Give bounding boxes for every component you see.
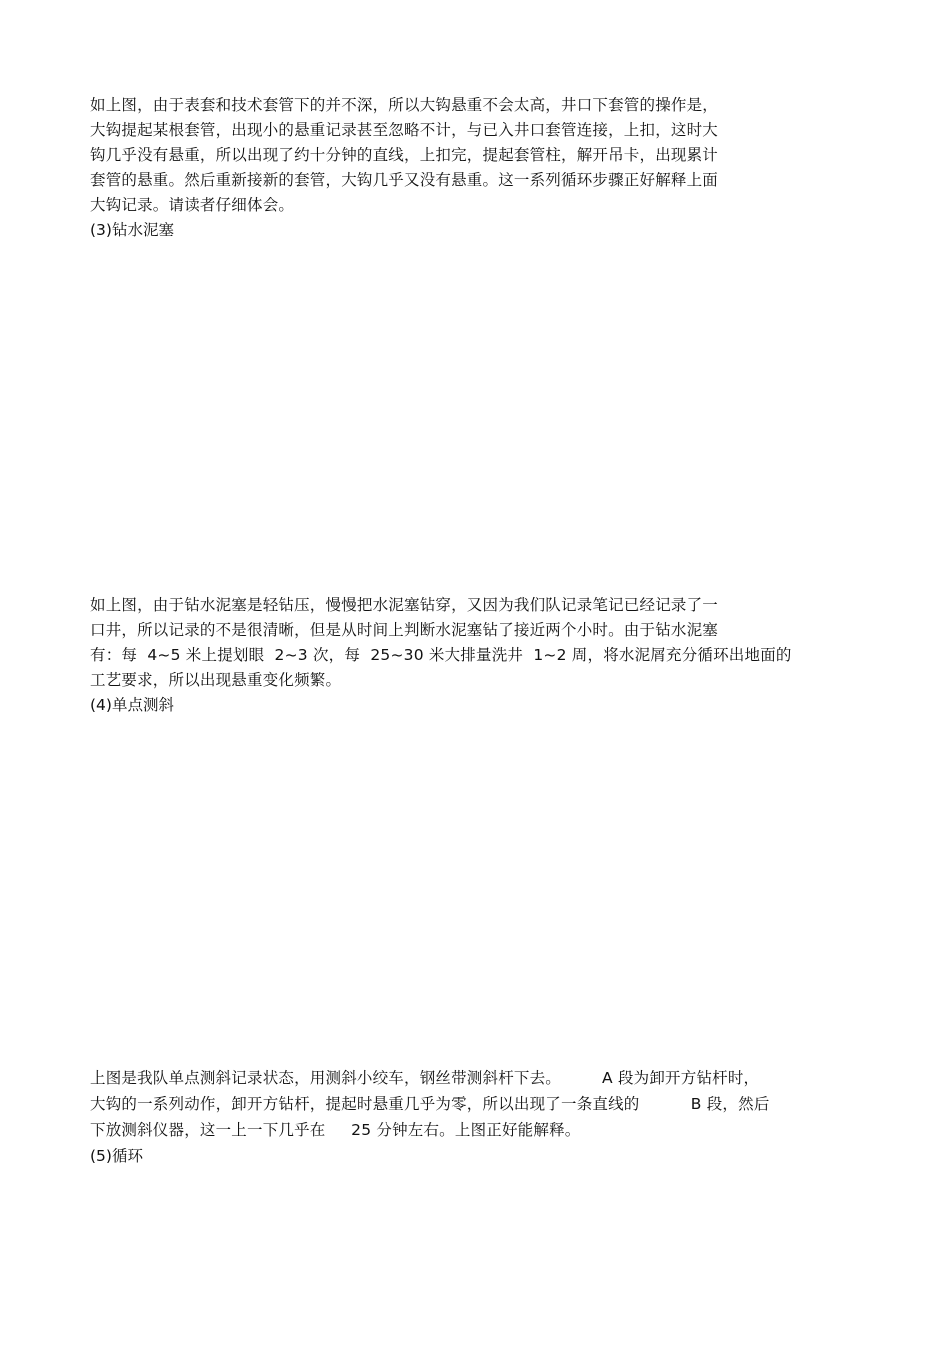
figure-placeholder [90,1175,850,1335]
paragraph-line: 大钩提起某根套管，出现小的悬重记录甚至忽略不计，与已入井口套管连接，上扣，这时大 [90,121,719,139]
figure-placeholder [90,250,850,585]
figure-placeholder [90,725,850,1060]
paragraph-line: 上图是我队单点测斜记录状态，用测斜小绞车，钢丝带测斜杆下去。 A 段为卸开方钻杆时， [90,1069,760,1087]
section-heading: (4)单点测斜 [90,696,174,714]
paragraph-line: 下放测斜仪器，这一上一下几乎在 25 分钟左右。上图正好能解释。 [90,1121,581,1139]
paragraph-line: 工艺要求，所以出现悬重变化频繁。 [90,671,342,689]
paragraph-line: 有：每 4~5 米上提划眼 2~3 次，每 25~30 米大排量洗井 1~2 周，将水泥屑充分循环出地面的 [90,646,792,664]
section-heading: (3)钻水泥塞 [90,221,174,239]
paragraph-line: 套管的悬重。然后重新接新的套管，大钩几乎又没有悬重。这一系列循环步骤正好解释上面 [90,171,719,189]
paragraph-line: 钩几乎没有悬重，所以出现了约十分钟的直线，上扣完，提起套管柱，解开吊卡，出现累计 [90,146,719,164]
section-heading: (5)循环 [90,1147,143,1165]
paragraph-line: 大钩记录。请读者仔细体会。 [90,196,295,214]
paragraph-line: 如上图，由于钻水泥塞是轻钻压，慢慢把水泥塞钻穿，又因为我们队记录笔记已经记录了一 [90,596,719,614]
paragraph-line: 大钩的一系列动作，卸开方钻杆，提起时悬重几乎为零，所以出现了一条直线的 B 段，然后 [90,1095,770,1113]
paragraph-line: 如上图，由于表套和技术套管下的并不深，所以大钩悬重不会太高，井口下套管的操作是， [90,96,719,114]
paragraph-line: 口井，所以记录的不是很清晰，但是从时间上判断水泥塞钻了接近两个小时。由于钻水泥塞 [90,621,719,639]
